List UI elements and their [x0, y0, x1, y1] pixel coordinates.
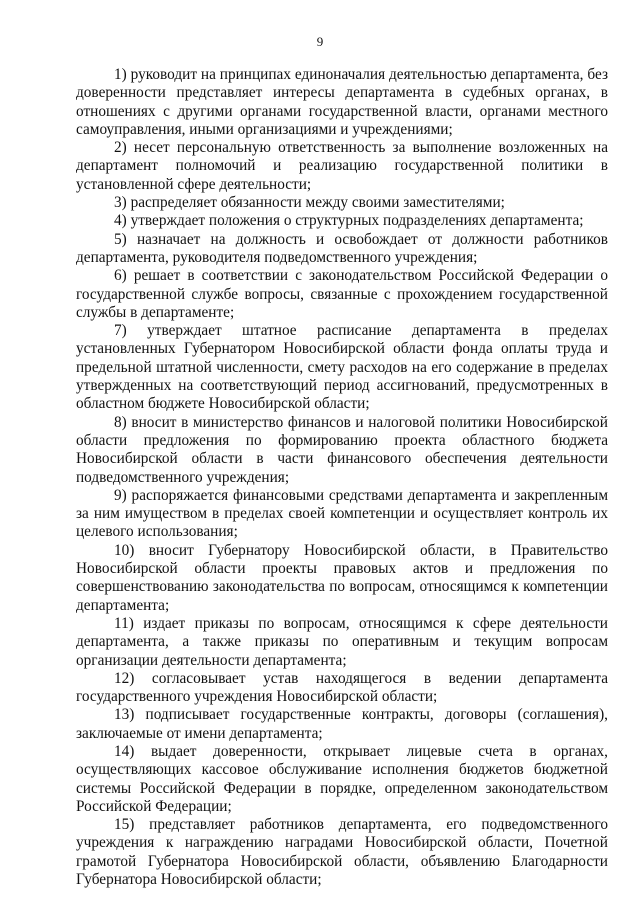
list-item: 11) издает приказы по вопросам, относящимся к сфере деятельности департамента, а также приказы по оперативным и текущим вопросам организации деятельности департамента;	[76, 614, 608, 669]
list-item: 12) согласовывает устав находящегося в ведении департамента государственного учреждения Новосибирской области;	[76, 669, 608, 706]
list-item: 7) утверждает штатное расписание департамента в пределах установленных Губернатором Новосибирской области фонда оплаты труда и предельной штатной численности, смету расходов на его содержание в пределах утвержденных на соответствующий период ассигнований, предусмотренных в областном бюджете Новосибирской области;	[76, 322, 608, 413]
list-item: 10) вносит Губернатору Новосибирской области, в Правительство Новосибирской области проекты правовых актов и предложения по совершенствованию законодательства по вопросам, относящимся к компетенции департамента;	[76, 541, 608, 614]
list-item: 3) распределяет обязанности между своими заместителями;	[114, 194, 505, 212]
document-body	[76, 66, 608, 889]
list-item: 2) несет персональную ответственность за выполнение возложенных на департамент полномочий и реализацию государственной политики в установленной сфере деятельности;	[76, 139, 608, 193]
list-item: 9) распоряжается финансовыми средствами департамента и закрепленным за ним имуществом в пределах своей компетенции и осуществляет контроль их целевого использования;	[76, 486, 608, 541]
list-item: 15) представляет работников департамента, его подведомственного учреждения к награждению наградами Новосибирской области, Почетной грамотой Губернатора Новосибирской области, объявлению Благодарности Губернатора Новосибирской области;	[76, 816, 608, 889]
list-item: 8) вносит в министерство финансов и налоговой политики Новосибирской области предложения по формированию проекта областного бюджета Новосибирской области в части финансового обеспечения деятельности подведомственного учреждения;	[76, 413, 608, 486]
page-number: 9	[316, 34, 324, 49]
list-item: 5) назначает на должность и освобождает от должности работников департамента, руководителя подведомственного учреждения;	[76, 230, 608, 266]
list-item: 14) выдает доверенности, открывает лицевые счета в органах, осуществляющих кассовое обслуживание исполнения бюджетов бюджетной системы Российской Федерации в порядке, определенном законодательством Российской Федерации;	[76, 742, 608, 815]
list-item: 1) руководит на принципах единоначалия деятельностью департамента, без доверенности представляет интересы департамента в судебных органах, в отношениях с другими органами государственной власти, органами местного самоуправления, иными организациями и учреждениями;	[76, 66, 608, 138]
list-item: 13) подписывает государственные контракты, договоры (соглашения), заключаемые от имени департамента;	[76, 706, 608, 742]
list-item: 6) решает в соответствии с законодательством Российской Федерации о государственной службе вопросы, связанные с прохождением государственной службы в департаменте;	[76, 267, 608, 321]
list-item: 4) утверждает положения о структурных подразделениях департамента;	[114, 212, 584, 230]
